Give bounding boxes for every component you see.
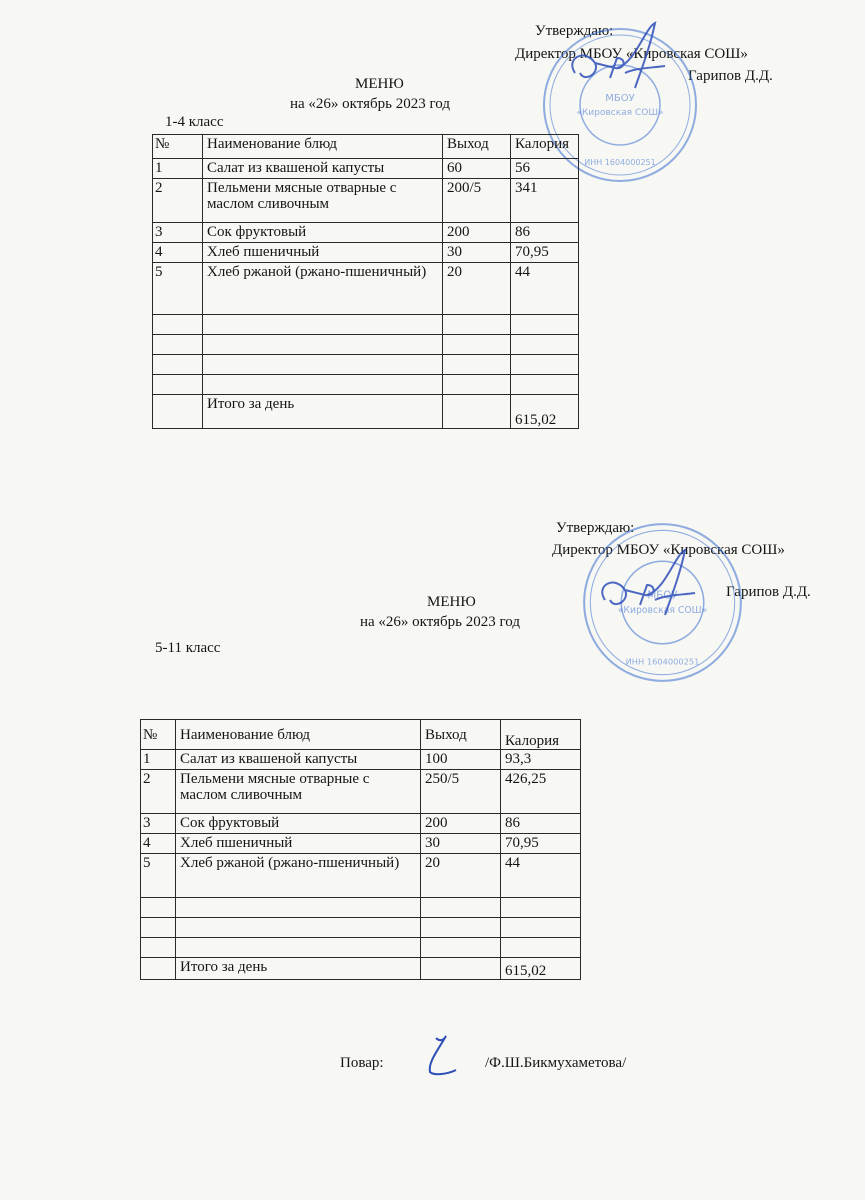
col-header-cal: Калория — [501, 720, 581, 750]
row-portion: 60 — [443, 159, 511, 179]
row-portion: 20 — [421, 854, 501, 898]
row-cal: 44 — [511, 263, 579, 315]
total-row — [153, 395, 579, 429]
stamp-bottom-center: «Кировская СОШ» — [617, 604, 708, 616]
row-name: Салат из квашеной капусты — [176, 750, 421, 770]
stamp-bottom-inn: ИНН 1604000251 — [625, 656, 700, 667]
empty-row — [153, 375, 579, 395]
col-header-portion: Выход — [443, 135, 511, 159]
empty-row — [153, 315, 579, 335]
row-name: Хлеб ржаной (ржано-пшеничный) — [176, 854, 421, 898]
menu-top-title: МЕНЮ — [355, 76, 404, 92]
menu-table-top — [152, 134, 579, 429]
row-portion: 100 — [421, 750, 501, 770]
cook-signature-icon — [418, 1030, 468, 1080]
empty-row — [141, 938, 581, 958]
total-label: Итого за день — [176, 958, 421, 980]
menu-top-class: 1-4 класс — [165, 114, 224, 130]
stamp-top-inn: ИНН 1604000251 — [584, 158, 656, 167]
row-name: Хлеб пшеничный — [176, 834, 421, 854]
col-header-num: № — [153, 135, 203, 159]
stamp-bottom-small: МБОУ — [647, 589, 678, 602]
cook-label: Повар: — [340, 1055, 384, 1071]
row-num: 4 — [141, 834, 176, 854]
col-header-num: № — [141, 720, 176, 750]
menu-top-date: на «26» октябрь 2023 год — [290, 96, 450, 112]
empty-row — [141, 898, 581, 918]
row-portion: 30 — [443, 243, 511, 263]
row-cal: 70,95 — [501, 834, 581, 854]
menu-bottom-date: на «26» октябрь 2023 год — [360, 614, 520, 630]
col-header-name: Наименование блюд — [203, 135, 443, 159]
row-num: 1 — [141, 750, 176, 770]
menu-bottom-title: МЕНЮ — [427, 594, 476, 610]
director-signature-bottom-icon — [585, 545, 705, 625]
total-value: 615,02 — [511, 395, 579, 429]
table-row — [153, 159, 579, 179]
row-portion: 200/5 — [443, 179, 511, 223]
row-name: Хлеб ржаной (ржано-пшеничный) — [203, 263, 443, 315]
row-cal: 44 — [501, 854, 581, 898]
row-num: 3 — [153, 223, 203, 243]
row-cal: 56 — [511, 159, 579, 179]
row-name: Пельмени мясные отварные с маслом сливочным — [176, 770, 421, 814]
table-header-row — [141, 720, 581, 750]
row-cal: 86 — [511, 223, 579, 243]
col-header-cal: Калория — [511, 135, 579, 159]
row-portion: 30 — [421, 834, 501, 854]
row-num: 5 — [141, 854, 176, 898]
row-cal: 341 — [511, 179, 579, 223]
row-portion: 200 — [443, 223, 511, 243]
col-header-name: Наименование блюд — [176, 720, 421, 750]
empty-row — [141, 918, 581, 938]
row-num: 2 — [141, 770, 176, 814]
row-name: Сок фруктовый — [203, 223, 443, 243]
row-name: Хлеб пшеничный — [203, 243, 443, 263]
row-name: Пельмени мясные отварные с маслом сливочным — [203, 179, 443, 223]
table-header-row — [153, 135, 579, 159]
table-row — [141, 834, 581, 854]
row-num: 1 — [153, 159, 203, 179]
empty-row — [153, 355, 579, 375]
row-num: 2 — [153, 179, 203, 223]
total-row — [141, 958, 581, 980]
row-cal: 70,95 — [511, 243, 579, 263]
table-row — [141, 854, 581, 898]
table-row — [153, 179, 579, 223]
approval-bottom-line2: Директор МБОУ «Кировская СОШ» — [552, 542, 785, 558]
stamp-top-small: МБОУ — [605, 93, 635, 104]
table-row — [153, 243, 579, 263]
row-num: 5 — [153, 263, 203, 315]
col-header-portion: Выход — [421, 720, 501, 750]
approval-top-line1: Утверждаю: — [535, 23, 614, 39]
row-cal: 86 — [501, 814, 581, 834]
approval-bottom-line3: Гарипов Д.Д. — [726, 584, 811, 600]
stamp-top-center: «Кировская СОШ» — [576, 108, 664, 118]
table-row — [141, 750, 581, 770]
total-value: 615,02 — [501, 958, 581, 980]
total-label: Итого за день — [203, 395, 443, 429]
row-portion: 250/5 — [421, 770, 501, 814]
menu-bottom-class: 5-11 класс — [155, 640, 221, 656]
row-portion: 200 — [421, 814, 501, 834]
cook-name: /Ф.Ш.Бикмухаметова/ — [485, 1055, 627, 1071]
director-signature-top-icon — [555, 18, 675, 98]
row-cal: 426,25 — [501, 770, 581, 814]
table-row — [141, 814, 581, 834]
approval-top-line3: Гарипов Д.Д. — [688, 68, 773, 84]
table-row — [153, 223, 579, 243]
menu-table-bottom — [140, 719, 581, 980]
row-num: 3 — [141, 814, 176, 834]
row-name: Салат из квашеной капусты — [203, 159, 443, 179]
table-row — [141, 770, 581, 814]
row-portion: 20 — [443, 263, 511, 315]
table-row — [153, 263, 579, 315]
row-num: 4 — [153, 243, 203, 263]
empty-row — [153, 335, 579, 355]
approval-bottom-line1: Утверждаю: — [556, 520, 635, 536]
row-name: Сок фруктовый — [176, 814, 421, 834]
approval-top-line2: Директор МБОУ «Кировская СОШ» — [515, 46, 748, 62]
row-cal: 93,3 — [501, 750, 581, 770]
